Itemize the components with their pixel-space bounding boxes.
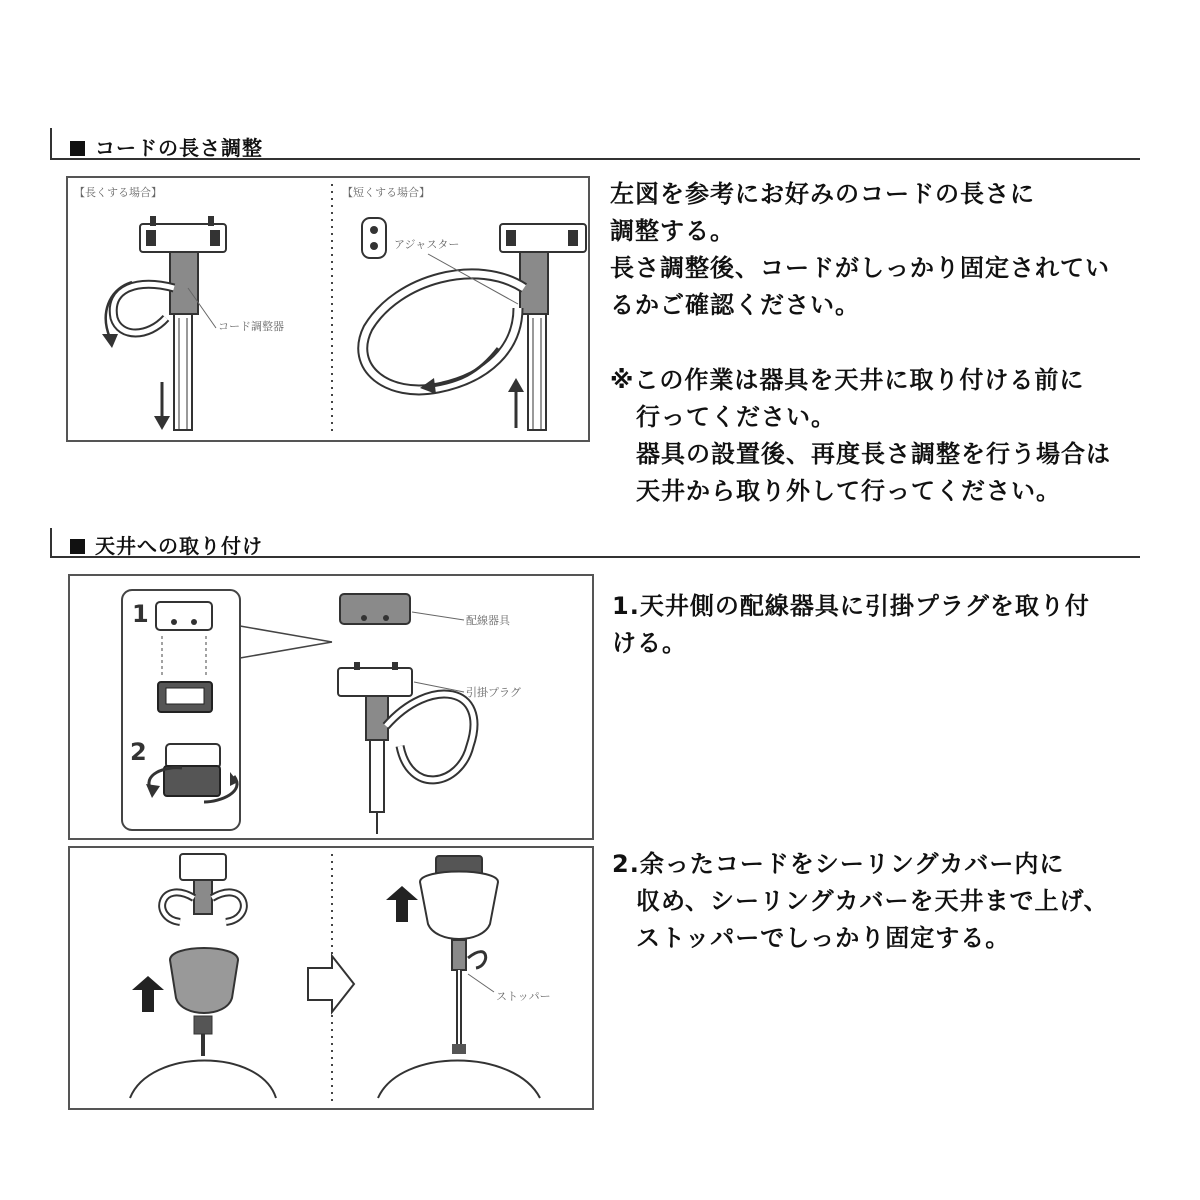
step2-drawing (70, 848, 592, 1108)
up-arrow-icon (132, 976, 164, 1012)
section-title-cord (70, 132, 263, 161)
next-arrow-icon (308, 956, 354, 1012)
text-line: 長さ調整後、コードがしっかり固定されてい (610, 254, 1110, 282)
text-line: 収め、シーリングカバーを天井まで上げ、 (636, 887, 1109, 915)
step1-instruction (612, 588, 1090, 662)
note-line: 行ってください。 (636, 403, 836, 431)
step2-after (378, 856, 540, 1098)
section-marker-bar (50, 128, 52, 158)
caption-shorter: 【短くする場合】 (342, 186, 430, 199)
step1-illustration (68, 574, 594, 840)
shade (130, 1061, 276, 1099)
section-title-text: 天井への取り付け (95, 534, 263, 558)
note-line: 天井から取り外して行ってください。 (636, 477, 1061, 505)
note-line: 器具の設置後、再度長さ調整を行う場合は (636, 440, 1111, 468)
cord-adjust-drawing (68, 178, 588, 440)
text-line: るかご確認ください。 (610, 291, 860, 319)
label-hook-plug: 引掛プラグ (466, 686, 521, 699)
hook-plug (338, 668, 412, 696)
note-line: ※この作業は器具を天井に取り付ける前に (610, 366, 1085, 394)
cord-instruction (610, 176, 1110, 324)
plug-left (102, 216, 226, 430)
up-arrow-icon (386, 886, 418, 922)
text-line: 左図を参考にお好みのコードの長さに (610, 180, 1035, 208)
ceiling-cover (170, 948, 238, 1013)
text-line: ストッパーでしっかり固定する。 (636, 924, 1011, 952)
text-line: 2.余ったコードをシーリングカバー内に (612, 850, 1065, 878)
label-adjuster: アジャスター (394, 238, 460, 251)
step2-instruction (612, 846, 1109, 957)
label-stopper: ストッパー (496, 990, 551, 1003)
section-marker-bar (50, 528, 52, 558)
section-title-ceiling (70, 530, 263, 559)
cord-note (610, 362, 1111, 510)
wiring-device (340, 594, 410, 624)
step2-before (130, 854, 276, 1098)
label-wiring-device: 配線器具 (466, 614, 510, 627)
step-num-1: 1 (132, 600, 149, 628)
square-bullet-icon (70, 141, 85, 156)
text-line: 調整する。 (610, 217, 735, 245)
section-title-text: コードの長さ調整 (95, 136, 263, 160)
step1-drawing (70, 576, 592, 838)
cord-adjust-illustration (66, 176, 590, 442)
step2-illustration (68, 846, 594, 1110)
square-bullet-icon (70, 539, 85, 554)
caption-longer: 【長くする場合】 (74, 186, 162, 199)
label-cord-adjuster: コード調整器 (218, 320, 284, 333)
step-num-2: 2 (130, 738, 147, 766)
stopper-hook (468, 952, 486, 968)
text-line: 1.天井側の配線器具に引掛プラグを取り付 (612, 592, 1090, 620)
text-line: ける。 (612, 629, 687, 657)
